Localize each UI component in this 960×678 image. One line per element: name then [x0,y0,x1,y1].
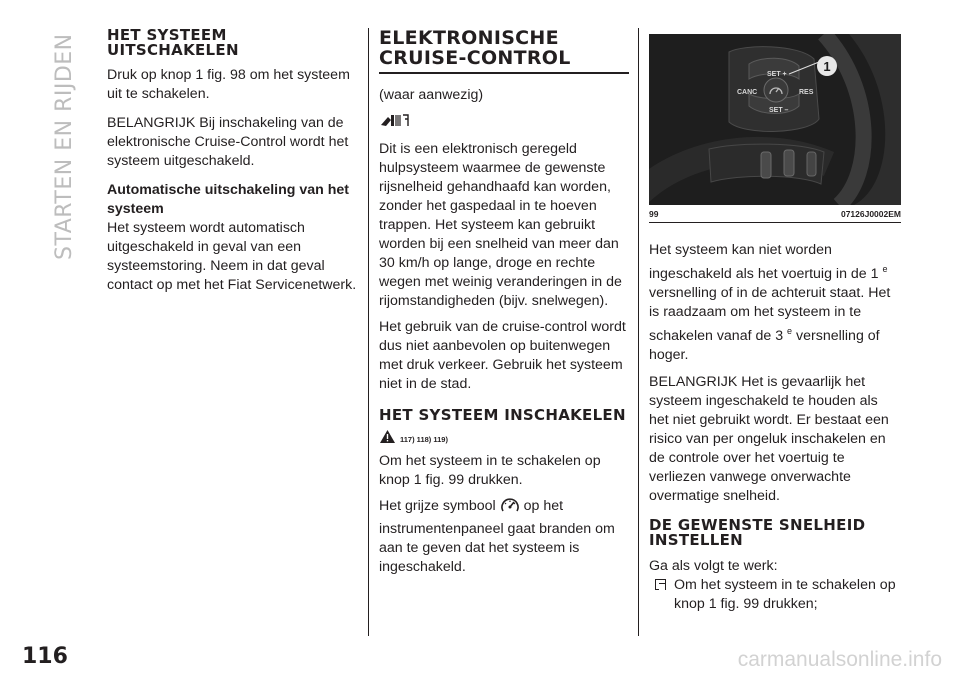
warning-refs-text: 117) 118) 119) [400,435,448,444]
paragraph-belangrijk: BELANGRIJK Bij inschakeling van de elektronische Cruise-Control wordt het systeem uitgeschakeld. [107,115,349,169]
paragraph: Ga als volgt te werk: [649,558,778,574]
column-divider [368,28,369,636]
label-canc: CANC [737,89,758,96]
superscript: e [787,326,793,336]
heading-snelheid-instellen: DE GEWENSTE SNELHEID INSTELLEN [649,516,866,549]
label-set-minus: SET – [769,107,789,114]
paragraph-versnelling [649,241,901,365]
paragraph-belangrijk: BELANGRIJK Het is gevaarlijk het systeem ingeschakeld te houden als het niet gebruikt wordt. Er bestaat een risico van per ongeluk inschakelen en de controle over het voertuig te verliezen vanwege onverwachte overmatige snelheid. [649,374,889,504]
column-middle [379,28,629,577]
list-item [649,576,901,614]
paragraph: Het systeem wordt automatisch uitgeschakeld in geval van een systeemstoring. Neem in dat geval contact op met het Fiat Servicenetwerk. [107,220,357,293]
superscript: e [882,264,888,274]
figure-code: 07126J0002EM [840,209,901,219]
figure-caption [649,205,901,223]
text: op het instrumentenpaneel gaat branden om aan te geven dat het systeem is ingeschakeld. [379,498,615,575]
heading-inschakelen: HET SYSTEEM INSCHAKELEN [379,406,626,424]
callout-1: 1 [823,59,831,74]
steering-wheel-figure [649,34,901,205]
page-number: 116 [22,644,68,669]
paragraph: Druk op knop 1 fig. 98 om het systeem uit te schakelen. [107,67,350,102]
heading-cruise-control: ELEKTRONISCHE CRUISE-CONTROL [379,28,629,74]
column-divider [638,28,639,636]
column-left [107,28,359,295]
watermark-link[interactable]: carmanualsonline.info [737,648,942,671]
text: Het grijze symbool [379,498,496,514]
availability-note: (waar aanwezig) [379,87,484,103]
section-side-title: STARTEN EN RIJDEN [52,33,77,260]
paragraph: Het gebruik van de cruise-control wordt dus niet aanbevolen op buitenwegen met druk verkeer. Gebruik het systeem niet in de stad. [379,319,626,392]
text: Het systeem kan niet worden ingeschakeld als het voertuig in de 1 [649,242,879,282]
label-set-plus: SET + [767,71,787,78]
warning-references [379,429,629,444]
list-item-text: Om het systeem in te schakelen op knop 1 fig. 99 drukken; [674,577,896,612]
column-right [649,34,901,614]
cruise-control-symbol-icon [500,497,520,520]
paragraph: Dit is een elektronisch geregeld hulpsysteem waarmee de gewenste rijsnelheid gehandhaafd kan worden, zonder het gaspedaal in te hoeven trappen. Het systeem kan gebruikt worden bij een snelheid van meer dan 30 km/h op lange, droge en rechte wegen met weinig veranderingen in de rijomstandigheden (bijv. snelwegen). [379,141,622,309]
paragraph-symbol [379,497,629,577]
paragraph: Om het systeem in te schakelen op knop 1 fig. 99 drukken. [379,453,601,488]
label-res: RES [799,89,814,96]
option-package-icon [379,111,629,134]
warning-triangle-icon [379,429,396,444]
heading-uitschakelen: HET SYSTEEM UITSCHAKELEN [107,26,239,59]
text: versnelling of hoger. [649,328,880,363]
figure-number: 99 [649,209,659,219]
bullet-icon [655,579,666,590]
subheading-automatische: Automatische uitschakeling van het systeem [107,182,350,217]
text: versnelling of in de achteruit staat. Het is raadzaam om het systeem in te schakelen vanaf de 3 [649,285,891,344]
